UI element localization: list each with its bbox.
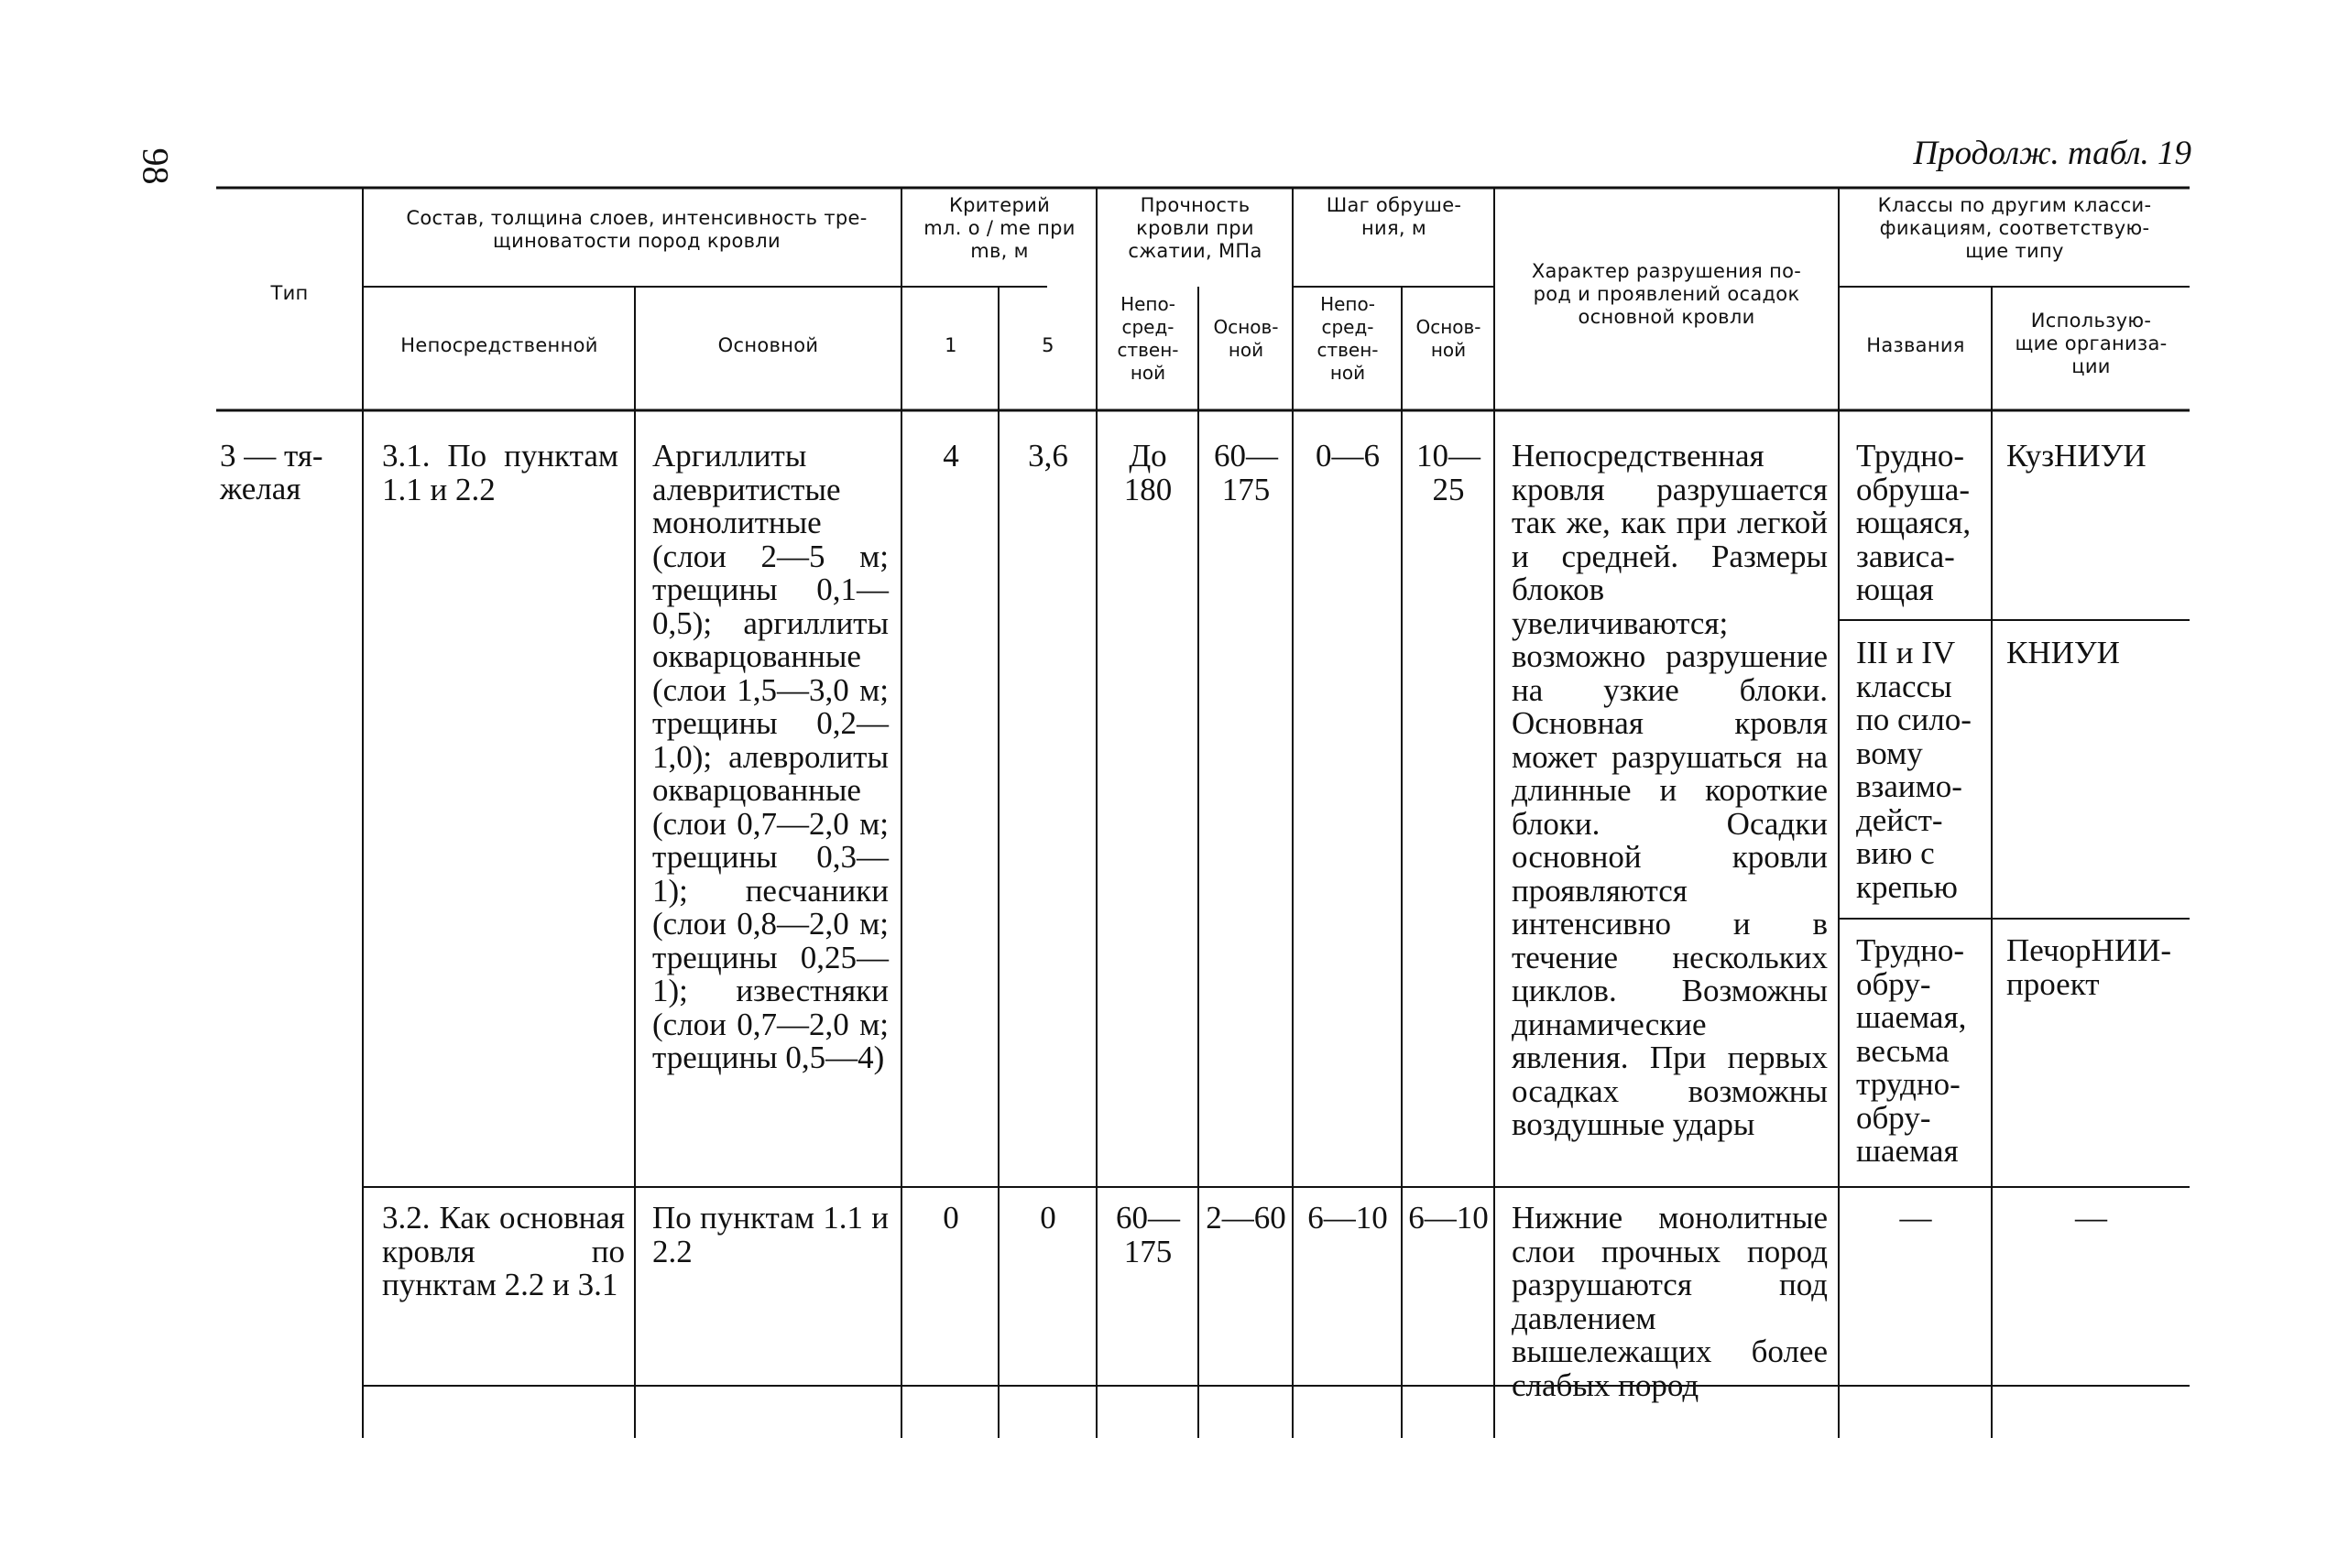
row-3-1-class-name-3: Трудно- обру- шаемая, весьма трудно- обру- шаемая	[1856, 932, 1967, 1169]
row-3-1-class-org-2: КНИУИ	[2006, 635, 2120, 670]
row-3-1-step-main: 10— 25	[1416, 438, 1480, 507]
table-continuation-caption: Продолж. табл. 19	[1913, 135, 2191, 172]
row-3-2-immediate: 3.2. Как основная кровля по пунктам 2.2 и 3.1	[382, 1200, 625, 1302]
header-strength-immediate: Непо- сред- ствен- ной	[1117, 293, 1179, 384]
row-3-1-criterion-5: 3,6	[1028, 438, 1068, 474]
header-character: Характер разрушения по- род и проявлений осадок основной кровли	[1531, 260, 1802, 328]
row-3-1-class-org-1: КузНИУИ	[2006, 438, 2147, 474]
row-3-2-main: По пунктам 1.1 и 2.2	[652, 1200, 889, 1269]
header-strength: Прочность кровли при сжатии, МПа	[1128, 194, 1262, 262]
header-names: Названия	[1866, 334, 1965, 356]
row-3-1-strength-main: 60— 175	[1214, 438, 1278, 507]
header-criterion-1: 1	[945, 334, 957, 356]
page-number: 98	[135, 147, 177, 185]
row-3-2-criterion-1: 0	[943, 1200, 959, 1236]
row-3-2-step-main: 6—10	[1408, 1200, 1489, 1236]
header-criterion: Критерий mл. о / mе при mв, м	[923, 194, 1076, 262]
header-step-main: Основ- ной	[1415, 316, 1481, 361]
header-strength-main: Основ- ной	[1213, 316, 1279, 361]
header-composition: Состав, толщина слоев, интенсивность тре- щиноватости пород кровли	[406, 207, 868, 252]
row-3-2-step-immediate: 6—10	[1307, 1200, 1388, 1236]
row-3-2-criterion-5: 0	[1040, 1200, 1056, 1236]
header-collapse-step: Шаг обруше- ния, м	[1326, 194, 1462, 239]
row-type: 3 — тя- желая	[220, 438, 323, 506]
row-3-1-step-immediate: 0—6	[1316, 438, 1380, 474]
row-3-1-class-org-3: ПечорНИИ- проект	[2006, 932, 2172, 1002]
row-3-1-character: Непосредственная кровля разрушается так же, как при легкой и средней. Размеры блоков увеличиваются; возможно разрушение на узкие блоки. Основная кровля может разрушаться на длинные и короткие блоки. Осадки основной кровли проявляются интенсивно и в течение нескольких циклов. Возможны динамические явления. При первых осадках возможны воздушные удары	[1512, 438, 1828, 1142]
row-3-2-strength-main: 2—60	[1206, 1200, 1286, 1236]
header-immediate-roof: Непосредственной	[400, 334, 598, 356]
row-3-1-strength-immediate: До 180	[1123, 438, 1173, 507]
header-main-roof: Основной	[717, 334, 819, 356]
row-3-1-class-name-1: Трудно- обруша- ющаяся, зависа- ющая	[1856, 438, 1972, 607]
header-type: Тип	[270, 282, 309, 304]
row-3-2-class-name: —	[1899, 1200, 1932, 1236]
row-3-2-class-org: —	[2075, 1200, 2107, 1236]
header-criterion-5: 5	[1042, 334, 1054, 356]
row-3-1-main: Аргиллиты алевритистые монолитные (слои 2—5 м; трещины 0,1—0,5); аргиллиты окварцованные (слои 1,5—3,0 м; трещины 0,2—1,0); алевролиты окварцованные (слои 0,7—2,0 м; трещины 0,3—1); песчаники (слои 0,8—2,0 м; трещины 0,25—1); известняки (слои 0,7—2,0 м; трещины 0,5—4)	[652, 438, 889, 1075]
row-3-1-class-name-2: III и IV классы по сило- вому взаимо- дейст- вию с крепью	[1856, 635, 1972, 905]
row-3-1-criterion-1: 4	[943, 438, 959, 474]
row-3-1-immediate: 3.1. По пунктам 1.1 и 2.2	[382, 438, 618, 507]
header-organizations: Использую- щие организа- ции	[2015, 310, 2168, 377]
header-other-classes: Классы по другим класси- фикациям, соответствую- щие типу	[1877, 194, 2152, 262]
row-3-2-strength-immediate: 60— 175	[1116, 1200, 1180, 1269]
row-3-2-character: Нижние монолитные слои прочных пород разрушаются под давлением вышележащих более слабых пород	[1512, 1200, 1828, 1403]
header-step-immediate: Непо- сред- ствен- ной	[1316, 293, 1379, 384]
